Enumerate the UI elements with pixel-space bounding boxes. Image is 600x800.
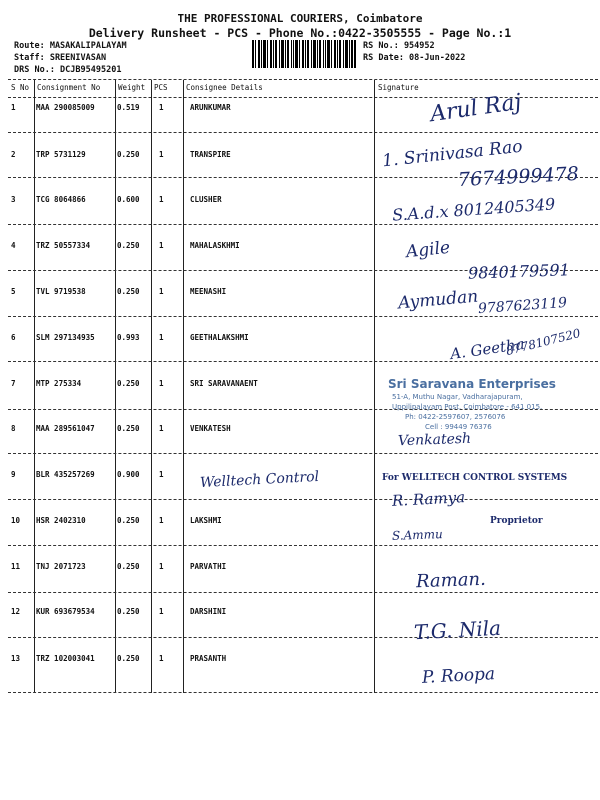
meta-left bbox=[14, 40, 127, 76]
row-sno: 6 bbox=[11, 333, 16, 342]
table-top-rule bbox=[8, 79, 598, 80]
row-sno: 13 bbox=[11, 654, 21, 663]
row-sno: 12 bbox=[11, 607, 21, 616]
row-pcs: 1 bbox=[159, 241, 164, 250]
row-sno: 9 bbox=[11, 470, 16, 479]
row-sno: 5 bbox=[11, 287, 16, 296]
table-row bbox=[8, 424, 598, 436]
signature-row-13: P. Roopa bbox=[421, 664, 496, 688]
row-weight: 0.900 bbox=[117, 470, 140, 479]
row-sno: 3 bbox=[11, 195, 16, 204]
stamp-phone: Ph: 0422-2597607, 2576076 bbox=[405, 413, 506, 421]
row-pcs: 1 bbox=[159, 607, 164, 616]
row-consignment: MAA 290085009 bbox=[36, 103, 95, 112]
row-weight: 0.250 bbox=[117, 241, 140, 250]
row-pcs: 1 bbox=[159, 562, 164, 571]
staff: Staff: SREENIVASAN bbox=[14, 53, 107, 63]
col-signature: Signature bbox=[378, 83, 419, 92]
row-consignment: SLM 297134935 bbox=[36, 333, 95, 342]
row-weight: 0.250 bbox=[117, 562, 140, 571]
row-rule bbox=[8, 545, 598, 546]
col-consignee: Consignee Details bbox=[186, 83, 263, 92]
signature-row-10-b: S.Ammu bbox=[391, 527, 443, 543]
row-rule bbox=[8, 592, 598, 593]
row-consignee: MEENASHI bbox=[190, 287, 227, 296]
table-row bbox=[8, 607, 598, 619]
barcode bbox=[252, 40, 356, 68]
row-rule bbox=[8, 316, 598, 317]
signature-row-2-phone: 7674999478 bbox=[457, 162, 580, 192]
row-consignment: TRZ 102003041 bbox=[36, 654, 95, 663]
route: Route: MASAKALIPALAYAM bbox=[14, 41, 127, 51]
row-sno: 2 bbox=[11, 150, 16, 159]
row-sno: 1 bbox=[11, 103, 16, 112]
row-weight: 0.250 bbox=[117, 287, 140, 296]
row-sno: 4 bbox=[11, 241, 16, 250]
row-rule bbox=[8, 224, 598, 225]
row-pcs: 1 bbox=[159, 470, 164, 479]
row-pcs: 1 bbox=[159, 333, 164, 342]
col-weight: Weight bbox=[118, 83, 146, 92]
row-consignee: PARVATHI bbox=[190, 562, 227, 571]
row-consignee: VENKATESH bbox=[190, 424, 231, 433]
document-subtitle: Delivery Runsheet - PCS - Phone No.:0422-3505555 - Page No.:1 bbox=[88, 26, 512, 40]
stamp-address-line-2: Uppilipalayam Post, Coimbatore - 641 015. bbox=[392, 403, 543, 411]
signature-row-6: A. Geetha bbox=[449, 334, 526, 364]
row-consignment: TRZ 50557334 bbox=[36, 241, 91, 250]
row-consignment: MAA 289561047 bbox=[36, 424, 95, 433]
signature-row-6-phone: 8778107520 bbox=[504, 325, 582, 359]
document-title: THE PROFESSIONAL COURIERS, Coimbatore bbox=[177, 12, 423, 25]
row-consignee: GEETHALAKSHMI bbox=[190, 333, 249, 342]
row-rule bbox=[8, 132, 598, 133]
drs-number: DRS No.: DCJB95495201 bbox=[14, 65, 122, 75]
stamp-company-name: Sri Saravana Enterprises bbox=[388, 377, 556, 391]
row-sno: 8 bbox=[11, 424, 16, 433]
row-pcs: 1 bbox=[159, 516, 164, 525]
row-rule bbox=[8, 637, 598, 638]
row-consignment: KUR 693679534 bbox=[36, 607, 95, 616]
signature-row-10: R. Ramya bbox=[391, 488, 466, 510]
meta-right bbox=[363, 40, 465, 64]
rs-number: RS No.: 954952 bbox=[363, 41, 435, 51]
table-row bbox=[8, 654, 598, 666]
table-row bbox=[8, 287, 598, 299]
row-consignee: CLUSHER bbox=[190, 195, 222, 204]
signature-row-12: T.G. Nila bbox=[413, 615, 502, 645]
signature-row-4: Agile bbox=[405, 237, 452, 263]
col-sno: S No bbox=[11, 83, 30, 92]
signature-row-3: S.A.d.x 8012405349 bbox=[391, 194, 556, 225]
row-pcs: 1 bbox=[159, 150, 164, 159]
row-weight: 0.250 bbox=[117, 150, 140, 159]
row-consignee: MAHALASKHMI bbox=[190, 241, 240, 250]
signature-row-5-phone: 9787623119 bbox=[477, 294, 568, 318]
row-rule bbox=[8, 499, 598, 500]
row-pcs: 1 bbox=[159, 195, 164, 204]
signature-row-2: 1. Srinivasa Rao bbox=[381, 136, 524, 172]
row-sno: 7 bbox=[11, 379, 16, 388]
stamp-address-line-1: 51-A, Muthu Nagar, Vadharajapuram, bbox=[392, 393, 523, 401]
signature-row-5: Aymudan bbox=[397, 286, 479, 314]
signature-row-8: Venkatesh bbox=[397, 430, 472, 450]
row-sno: 10 bbox=[11, 516, 21, 525]
stamp-welltech: For WELLTECH CONTROL SYSTEMS bbox=[382, 473, 568, 483]
row-pcs: 1 bbox=[159, 103, 164, 112]
row-consignment: HSR 2402310 bbox=[36, 516, 86, 525]
signature-row-1: Arul Raj bbox=[428, 89, 523, 128]
row-consignee: DARSHINI bbox=[190, 607, 227, 616]
col-pcs: PCS bbox=[154, 83, 168, 92]
row-consignment: TVL 9719538 bbox=[36, 287, 86, 296]
row-consignee: TRANSPIRE bbox=[190, 150, 231, 159]
row-pcs: 1 bbox=[159, 287, 164, 296]
row-pcs: 1 bbox=[159, 379, 164, 388]
row-consignment: BLR 435257269 bbox=[36, 470, 95, 479]
signature-row-11: Raman. bbox=[415, 568, 487, 593]
row-rule bbox=[8, 361, 598, 362]
row-weight: 0.600 bbox=[117, 195, 140, 204]
handwritten-consignee-row-9: Welltech Control bbox=[199, 468, 320, 492]
row-weight: 0.250 bbox=[117, 607, 140, 616]
signature-row-4-phone: 9840179591 bbox=[467, 260, 571, 283]
row-consignment: TNJ 2071723 bbox=[36, 562, 86, 571]
table-row bbox=[8, 241, 598, 253]
row-weight: 0.993 bbox=[117, 333, 140, 342]
row-rule bbox=[8, 692, 598, 693]
stamp-proprietor: Proprietor bbox=[490, 516, 543, 526]
row-weight: 0.250 bbox=[117, 654, 140, 663]
row-weight: 0.250 bbox=[117, 424, 140, 433]
row-consignment: TRP 5731129 bbox=[36, 150, 86, 159]
stamp-cell: Cell : 99449 76376 bbox=[425, 423, 492, 431]
row-pcs: 1 bbox=[159, 654, 164, 663]
col-consignment: Consignment No bbox=[37, 83, 101, 92]
row-sno: 11 bbox=[11, 562, 21, 571]
row-pcs: 1 bbox=[159, 424, 164, 433]
table-row bbox=[8, 562, 598, 574]
row-consignment: MTP 275334 bbox=[36, 379, 82, 388]
row-consignment: TCG 8064866 bbox=[36, 195, 86, 204]
row-consignee: ARUNKUMAR bbox=[190, 103, 231, 112]
row-weight: 0.250 bbox=[117, 379, 140, 388]
row-rule bbox=[8, 453, 598, 454]
row-consignee: LAKSHMI bbox=[190, 516, 222, 525]
row-consignee: PRASANTH bbox=[190, 654, 227, 663]
row-weight: 0.250 bbox=[117, 516, 140, 525]
row-weight: 0.519 bbox=[117, 103, 140, 112]
row-consignee: SRI SARAVANAENT bbox=[190, 379, 258, 388]
rs-date: RS Date: 08-Jun-2022 bbox=[363, 53, 466, 63]
